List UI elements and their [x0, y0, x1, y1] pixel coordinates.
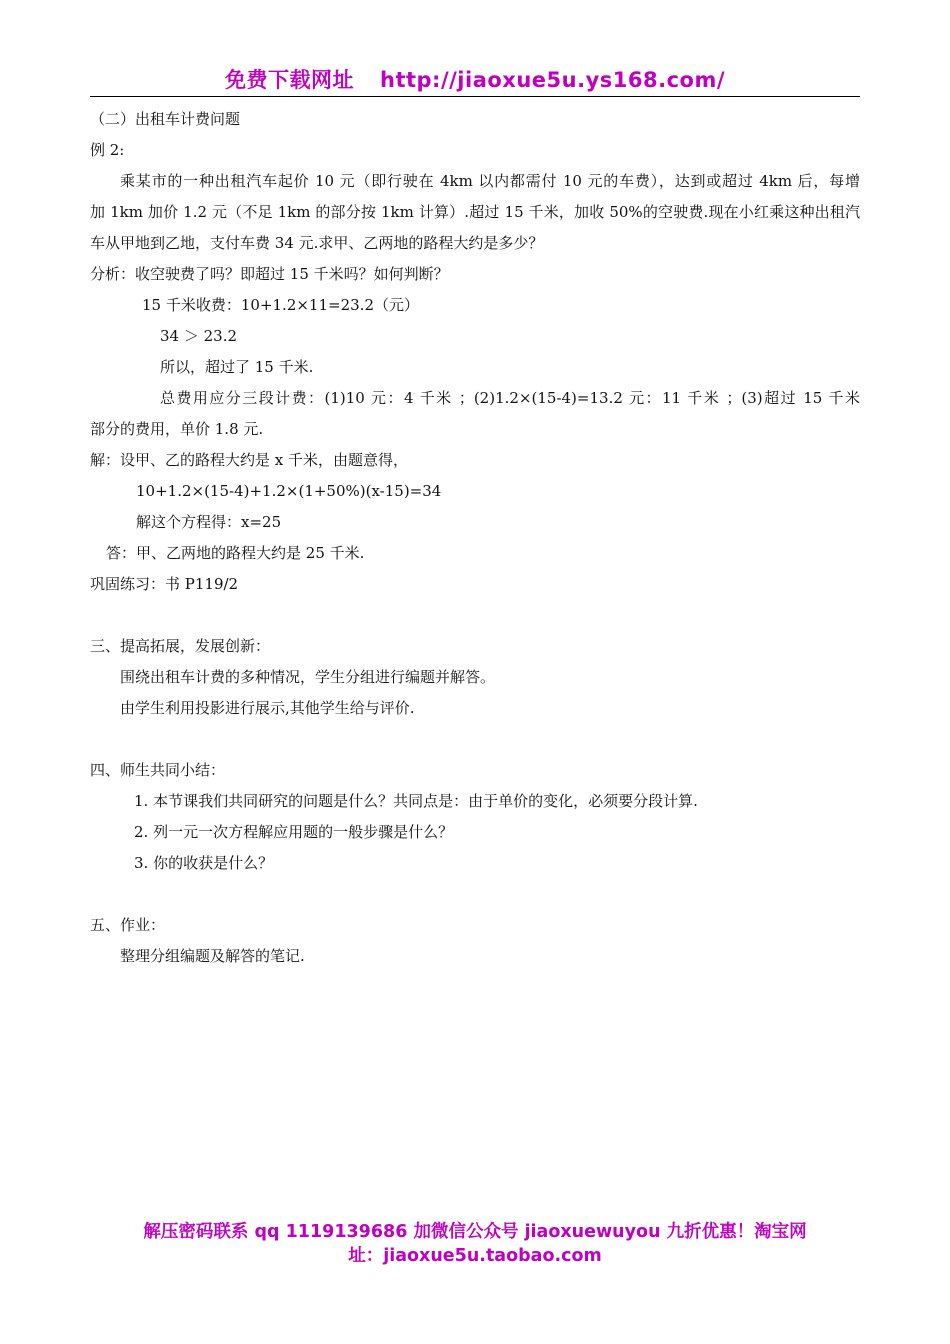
summary-item-2: 2. 列一元一次方程解应用题的一般步骤是什么？ [134, 823, 454, 841]
problem-line-2: 加 1km 加价 1.2 元（不足 1km 的部分按 1km 计算）.超过 15 千米，加收 50%的空驶费.现在小红乘这种出租汽 [90, 203, 860, 221]
footer-line-2: 址：jiaoxue5u.taobao.com [348, 1246, 602, 1266]
calc-segments-line-2: 部分的费用，单价 1.8 元. [90, 420, 264, 438]
solution-setup: 解：设甲、乙的路程大约是 x 千米，由题意得， [90, 451, 408, 469]
section3-line-1: 围绕出租车计费的多种情况，学生分组进行编题并解答。 [120, 668, 496, 686]
solution-equation: 10+1.2×(15-4)+1.2×(1+50%)(x-15)=34 [136, 482, 442, 500]
header-label: 免费下载网址 [225, 68, 354, 92]
header-banner [90, 64, 860, 94]
problem-line-1: 乘某市的一种出租汽车起价 10 元（即行驶在 4km 以内都需付 10 元的车费），达到或超过 4km 后，每增 [120, 172, 860, 190]
calc-15km: 15 千米收费：10+1.2×11=23.2（元） [142, 296, 419, 314]
example-label: 例 2: [90, 141, 125, 159]
solution-answer: 答：甲、乙两地的路程大约是 25 千米. [106, 544, 365, 562]
homework-text: 整理分组编题及解答的笔记. [120, 947, 305, 965]
problem-line-3: 车从甲地到乙地，支付车费 34 元.求甲、乙两地的路程大约是多少？ [90, 234, 544, 252]
footer-line-1: 解压密码联系 qq 1119139686 加微信公众号 jiaoxuewuyou 九折优惠！淘宝网 [143, 1222, 807, 1242]
calc-conclusion: 所以，超过了 15 千米. [160, 358, 314, 376]
analysis-question: 分析：收空驶费了吗？即超过 15 千米吗？如何判断？ [90, 265, 449, 283]
header-url-link[interactable]: http://jiaoxue5u.ys168.com/ [380, 68, 725, 92]
section-title: （二）出租车计费问题 [90, 110, 241, 128]
section3-title: 三、提高拓展，发展创新： [90, 637, 271, 655]
practice-reference: 巩固练习：书 P119/2 [90, 575, 239, 593]
summary-item-3: 3. 你的收获是什么？ [134, 854, 274, 872]
summary-item-1: 1. 本节课我们共同研究的问题是什么？共同点是：由于单价的变化，必须要分段计算. [134, 792, 698, 810]
header-divider [90, 96, 860, 97]
calc-compare: 34 ＞ 23.2 [160, 327, 238, 345]
calc-segments-line-1: 总费用应分三段计费：(1)10 元：4 千米 ；(2)1.2×(15-4)=13.2 元：11 千米 ；(3)超过 15 千米 [160, 389, 860, 407]
solution-result: 解这个方程得：x=25 [136, 513, 282, 531]
section5-title: 五、作业： [90, 916, 166, 934]
section3-line-2: 由学生利用投影进行展示,其他学生给与评价. [120, 699, 415, 717]
section4-title: 四、师生共同小结： [90, 761, 226, 779]
